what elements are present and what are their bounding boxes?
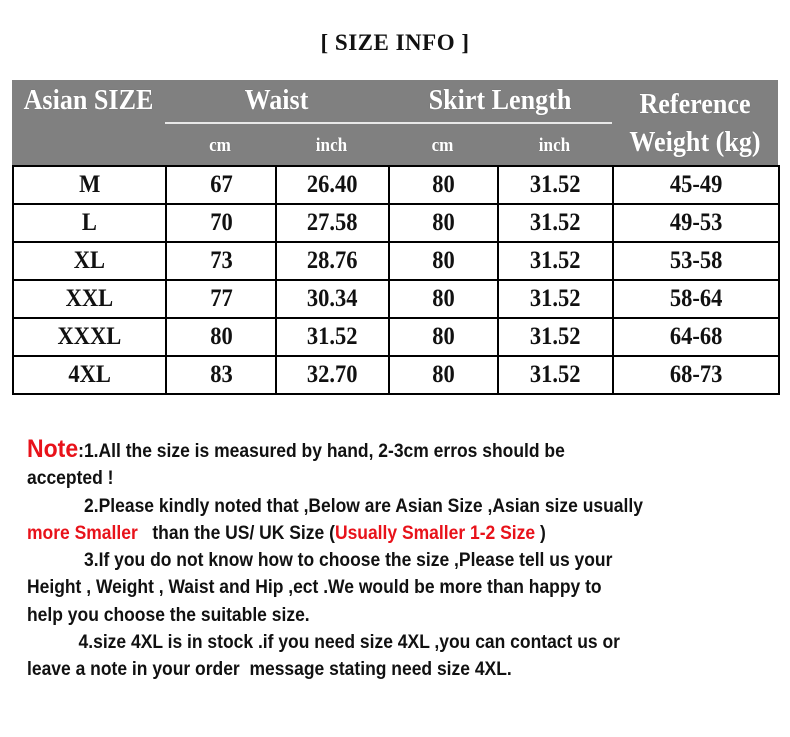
header-weight: Weight (kg) (629, 126, 761, 158)
cell-skirt-inch: 31.52 (498, 204, 613, 242)
cell-skirt-inch: 31.52 (498, 166, 613, 204)
table-row (13, 166, 779, 204)
note-1-line-2: accepted ! (27, 468, 114, 490)
cell-size: L (13, 204, 166, 242)
cell-weight: 49-53 (613, 204, 779, 242)
cell-skirt-cm: 80 (389, 166, 498, 204)
cell-skirt-cm: 80 (389, 242, 498, 280)
cell-skirt-inch: 31.52 (498, 356, 613, 394)
cell-weight: 53-58 (613, 242, 779, 280)
cell-waist-inch: 31.52 (276, 318, 389, 356)
header-reference: Reference (639, 88, 751, 120)
cell-size: M (13, 166, 166, 204)
note-label: Note (27, 435, 79, 463)
cell-skirt-cm: 80 (389, 204, 498, 242)
header-waist-cm: cm (209, 135, 231, 156)
cell-waist-inch: 27.58 (276, 204, 389, 242)
page-title: [ SIZE INFO ] (320, 30, 470, 55)
cell-skirt-inch: 31.52 (498, 242, 613, 280)
cell-size: XXL (13, 280, 166, 318)
cell-skirt-cm: 80 (389, 318, 498, 356)
table-row (13, 318, 779, 356)
note-2-line-1: 2.Please kindly noted that ,Below are Asian Size ,Asian size usually (84, 495, 643, 517)
note-2-line-2: more Smaller than the US/ UK Size (Usually Smaller 1-2 Size ) (27, 522, 546, 544)
table-row (13, 280, 779, 318)
table-header (12, 80, 778, 166)
cell-size: 4XL (13, 356, 166, 394)
note-1-line-1 (27, 436, 717, 465)
notes-section (27, 436, 777, 684)
table-row (13, 204, 779, 242)
header-skirt-length: Skirt Length (428, 84, 572, 116)
cell-waist-inch: 32.70 (276, 356, 389, 394)
header-skirt-cm: cm (431, 135, 454, 156)
note-2-highlight-more-smaller: more Smaller (27, 522, 138, 544)
note-1-text: :1.All the size is measured by hand, 2-3cm erros should be (78, 441, 565, 462)
cell-waist-inch: 28.76 (276, 242, 389, 280)
cell-skirt-inch: 31.52 (498, 280, 613, 318)
cell-weight: 64-68 (613, 318, 779, 356)
table-row (13, 356, 779, 394)
header-skirt-inch: inch (538, 135, 571, 156)
size-table (12, 165, 780, 395)
cell-waist-cm: 67 (166, 166, 276, 204)
cell-waist-cm: 80 (166, 318, 276, 356)
cell-waist-cm: 77 (166, 280, 276, 318)
cell-skirt-cm: 80 (389, 280, 498, 318)
note-4-line-2: leave a note in your order message stating need size 4XL. (27, 659, 512, 681)
table-row (13, 242, 779, 280)
header-waist-inch: inch (315, 135, 348, 156)
header-waist: Waist (244, 84, 309, 116)
cell-skirt-inch: 31.52 (498, 318, 613, 356)
cell-waist-cm: 83 (166, 356, 276, 394)
cell-weight: 58-64 (613, 280, 779, 318)
header-asian-size: Asian SIZE (23, 84, 154, 116)
cell-size: XL (13, 242, 166, 280)
note-3-line-2: Height , Weight , Waist and Hip ,ect .We would be more than happy to (27, 577, 602, 599)
cell-waist-cm: 70 (166, 204, 276, 242)
cell-waist-inch: 26.40 (276, 166, 389, 204)
cell-skirt-cm: 80 (389, 356, 498, 394)
note-3-line-3: help you choose the suitable size. (27, 604, 310, 626)
header-divider (165, 122, 612, 124)
cell-waist-inch: 30.34 (276, 280, 389, 318)
note-3-line-1: 3.If you do not know how to choose the size ,Please tell us your (84, 550, 613, 572)
cell-weight: 45-49 (613, 166, 779, 204)
cell-waist-cm: 73 (166, 242, 276, 280)
cell-weight: 68-73 (613, 356, 779, 394)
cell-size: XXXL (13, 318, 166, 356)
note-2-highlight-usually-smaller: Usually Smaller 1-2 Size (334, 522, 536, 544)
note-4-line-1: 4.size 4XL is in stock .if you need size 4XL ,you can contact us or (78, 632, 620, 654)
